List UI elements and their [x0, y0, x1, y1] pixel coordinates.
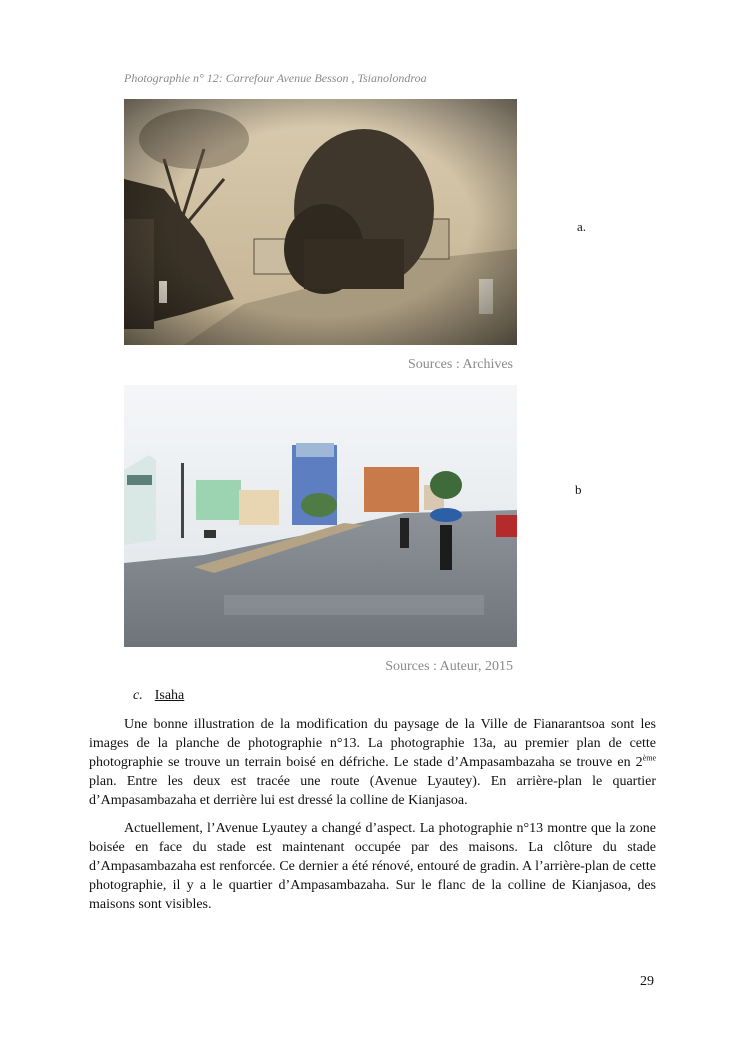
- section-heading: [133, 688, 184, 704]
- photo-a-source: Sources : Archives: [408, 357, 513, 372]
- paragraph-2: Actuellement, l’Avenue Lyautey a changé d’aspect. La photographie n°13 montre que la zone boisée en face du stade est maintenant occupée par des maisons. La clôture du stade d’Ampasambazaha est renforcée. Ce dernier a été rénové, entouré de gradin. A l’arrière-plan de cette photographie, il y a le quartier d’Ampasambazaha. Sur le flanc de la colline de Kianjasoa, des maisons sont visibles.: [89, 821, 656, 912]
- paragraph-1-text-b: plan. Entre les deux est tracée une route (Avenue Lyautey). En arrière-plan le quartier d’Ampasambazaha et derrière lui est dressé la colline de Kianjasoa.: [89, 774, 656, 808]
- figure-caption: Photographie n° 12: Carrefour Avenue Besson , Tsianolondroa: [124, 71, 427, 85]
- photo-b-source: Sources : Auteur, 2015: [385, 659, 513, 674]
- modern-street-photo: [124, 385, 517, 647]
- page-number: 29: [640, 974, 654, 989]
- section-number: c.: [133, 688, 143, 703]
- photo-a-label: a.: [577, 219, 587, 234]
- photo-b-label: b: [575, 482, 582, 497]
- paragraph-1-text-a: Une bonne illustration de la modification du paysage de la Ville de Fianarantsoa sont les images de la planche de photographie n°13. La photographie 13a, au premier plan de cette photographie se trouve un terrain boisé en défriche. Le stade d’Ampasambazaha se trouve en 2: [89, 717, 656, 770]
- ordinal-superscript: ème: [642, 753, 656, 763]
- section-title: Isaha: [154, 688, 185, 703]
- archive-photo: [124, 99, 517, 345]
- paragraph-1: [89, 715, 656, 810]
